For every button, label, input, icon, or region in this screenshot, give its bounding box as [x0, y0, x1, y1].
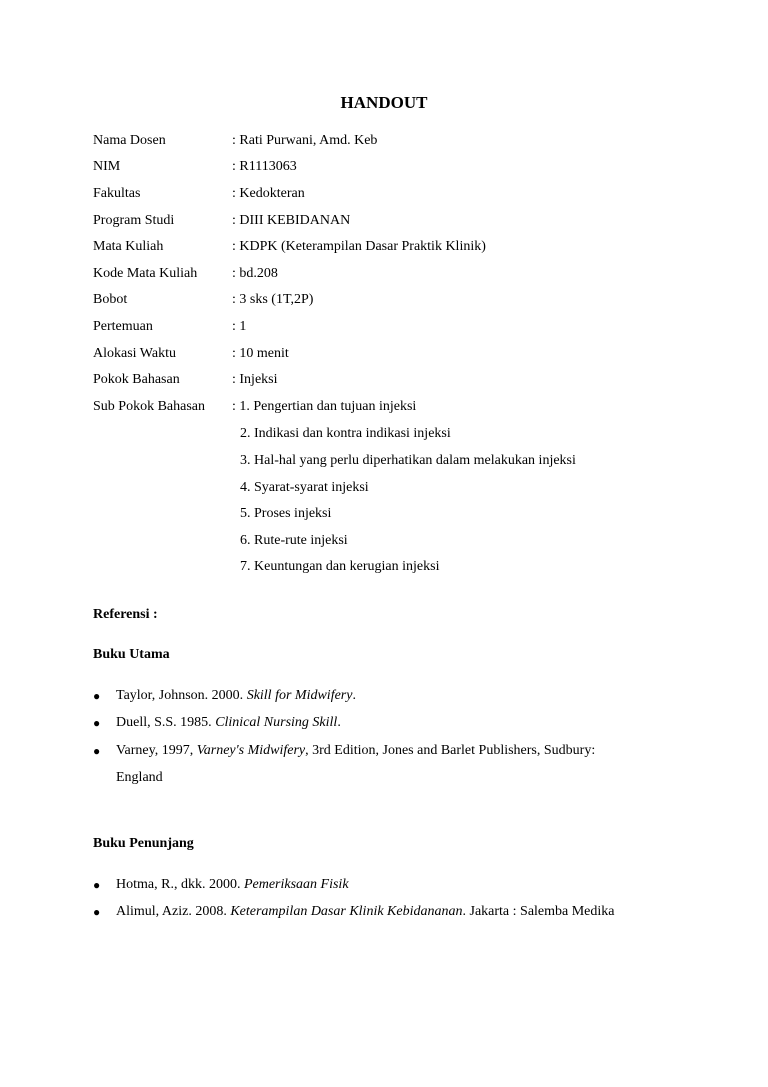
- bullet-icon: ●: [93, 716, 101, 730]
- reference-continuation: England: [116, 770, 163, 785]
- reference-title: Pemeriksaan Fisik: [243, 877, 349, 892]
- info-value: : 1. Pengertian dan tujuan injeksi: [232, 399, 417, 414]
- info-label: Bobot: [93, 292, 128, 307]
- info-label: Program Studi: [93, 213, 175, 228]
- reference-rest: .: [337, 715, 341, 730]
- info-label: NIM: [93, 159, 121, 174]
- info-label: Nama Dosen: [93, 133, 166, 148]
- reference-rest: .: [352, 688, 356, 703]
- buku-utama-heading: Buku Utama: [93, 647, 170, 662]
- info-value: : Rati Purwani, Amd. Keb: [232, 133, 378, 148]
- info-label: Alokasi Waktu: [93, 346, 176, 361]
- reference-rest: . Jakarta : Salemba Medika: [462, 904, 615, 919]
- reference-author: Hotma, R., dkk. 2000.: [116, 877, 244, 892]
- sub-item: 7. Keuntungan dan kerugian injeksi: [240, 559, 440, 574]
- reference-text: [116, 876, 349, 894]
- reference-rest: , 3rd Edition, Jones and Barlet Publishers, Sudbury:: [305, 743, 596, 758]
- info-label: Pertemuan: [93, 319, 153, 334]
- reference-author: Taylor, Johnson. 2000.: [116, 688, 247, 703]
- info-value: : Injeksi: [232, 372, 278, 387]
- reference-text: [116, 714, 341, 732]
- buku-penunjang-heading: Buku Penunjang: [93, 836, 194, 851]
- bullet-icon: ●: [93, 744, 101, 758]
- title-text: HANDOUT: [340, 93, 428, 112]
- sub-item: 2. Indikasi dan kontra indikasi injeksi: [240, 426, 451, 441]
- bullet-icon: ●: [93, 878, 101, 892]
- info-value: : 10 menit: [232, 346, 289, 361]
- reference-author: Duell, S.S. 1985.: [116, 715, 216, 730]
- sub-item: 3. Hal-hal yang perlu diperhatikan dalam melakukan injeksi: [240, 453, 576, 468]
- referensi-heading: Referensi :: [93, 607, 158, 622]
- sub-item: 5. Proses injeksi: [240, 506, 332, 521]
- reference-title: Keterampilan Dasar Klinik Kebidananan: [230, 904, 463, 919]
- reference-title: Varney's Midwifery: [196, 743, 306, 758]
- info-value: : R1113063: [232, 159, 297, 174]
- info-label: Fakultas: [93, 186, 141, 201]
- document-title: [0, 93, 768, 113]
- sub-item: 6. Rute-rute injeksi: [240, 533, 348, 548]
- bullet-icon: ●: [93, 905, 101, 919]
- info-value: : bd.208: [232, 266, 278, 281]
- sub-item: 4. Syarat-syarat injeksi: [240, 480, 369, 495]
- info-label: Kode Mata Kuliah: [93, 266, 198, 281]
- reference-text: [116, 903, 615, 921]
- reference-author: Varney, 1997,: [116, 743, 197, 758]
- info-value: : Kedokteran: [232, 186, 305, 201]
- reference-text: [116, 742, 595, 760]
- reference-title: Skill for Midwifery: [246, 688, 353, 703]
- bullet-icon: ●: [93, 689, 101, 703]
- info-value: : KDPK (Keterampilan Dasar Praktik Klinik): [232, 239, 486, 254]
- reference-text: [116, 687, 356, 705]
- info-label: Pokok Bahasan: [93, 372, 180, 387]
- reference-author: Alimul, Aziz. 2008.: [116, 904, 231, 919]
- reference-title: Clinical Nursing Skill: [215, 715, 338, 730]
- info-value: : DIII KEBIDANAN: [232, 213, 351, 228]
- info-value: : 3 sks (1T,2P): [232, 292, 314, 307]
- info-label: Mata Kuliah: [93, 239, 164, 254]
- info-value: : 1: [232, 319, 247, 334]
- info-label: Sub Pokok Bahasan: [93, 399, 205, 414]
